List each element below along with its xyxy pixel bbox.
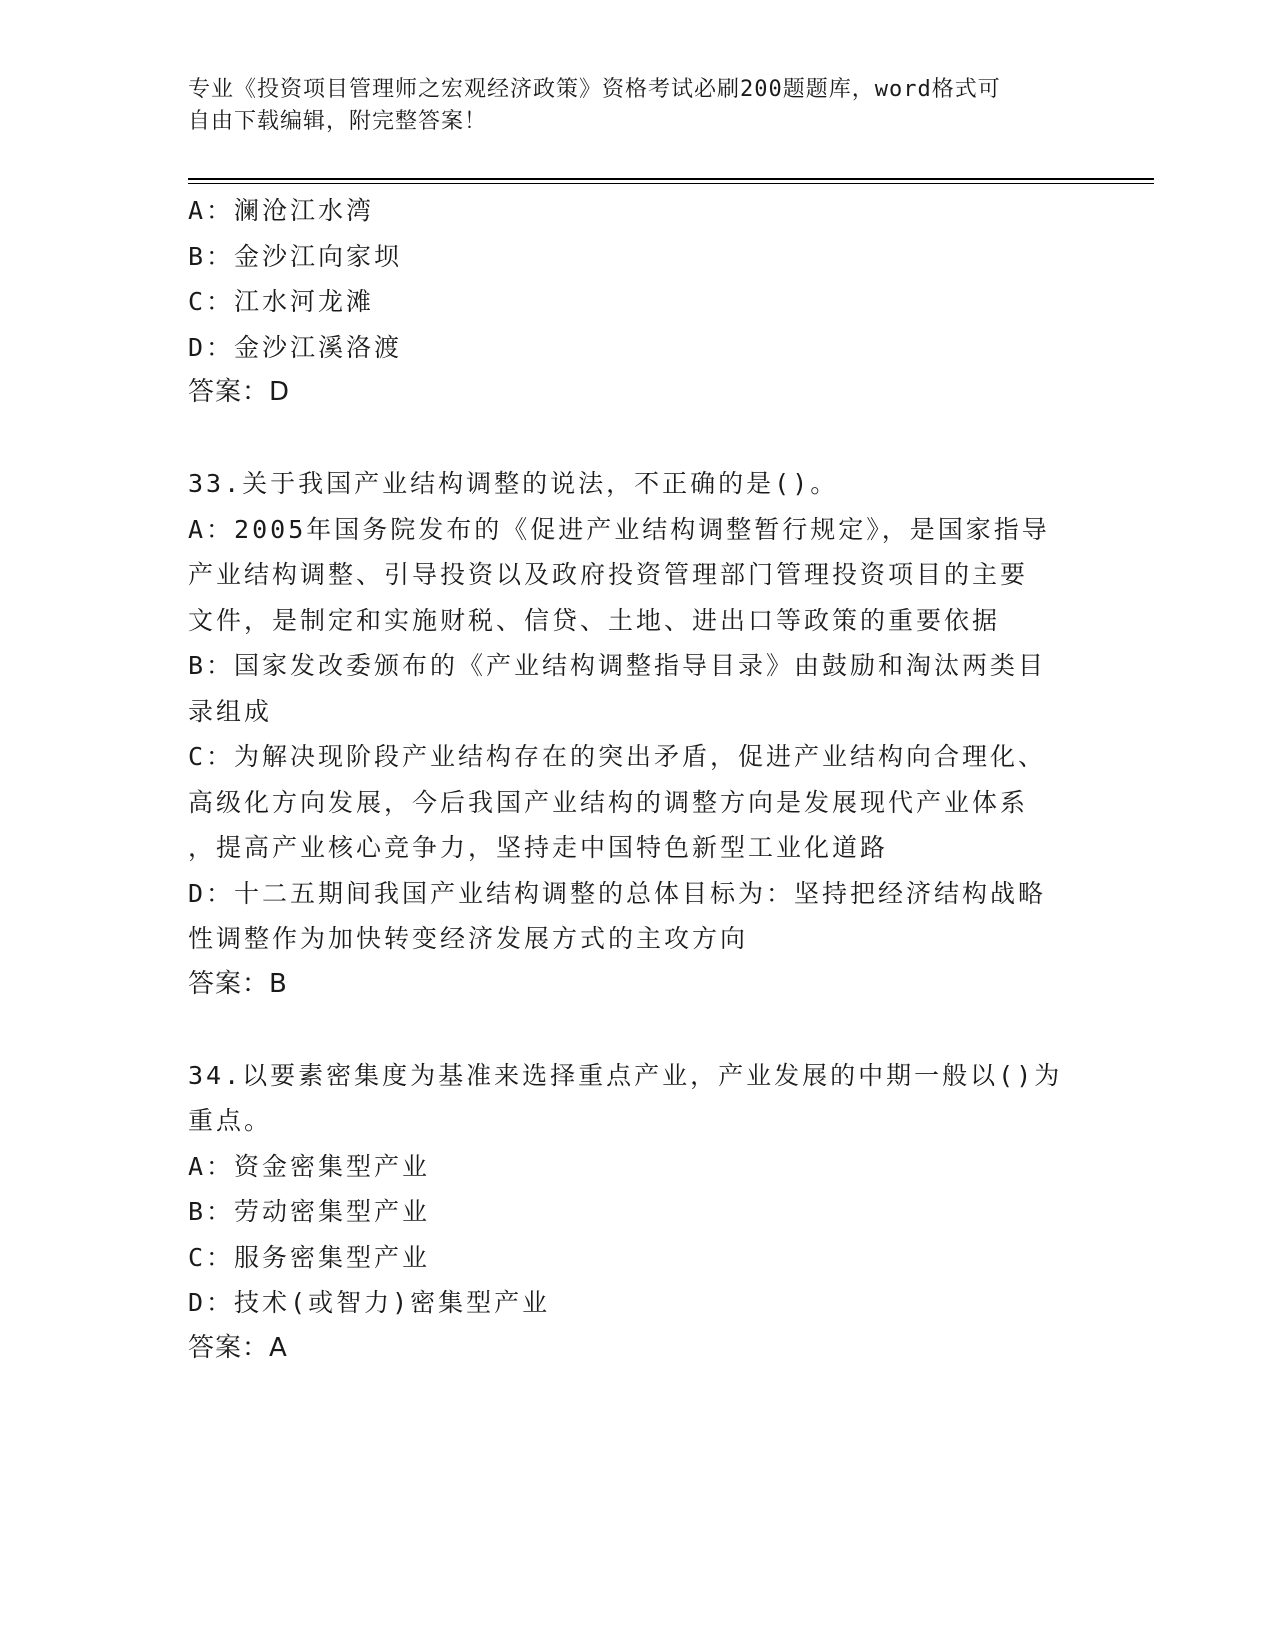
answer-label: 答案：A [188, 1332, 288, 1363]
answer-label: 答案：B [188, 968, 288, 999]
option-a: A：资金密集型产业 [188, 1151, 431, 1181]
question-33 [188, 461, 1088, 1007]
option-d-line-2: 性调整作为加快转变经济发展方式的主攻方向 [188, 924, 749, 953]
option-b: B：金沙江向家坝 [188, 241, 403, 271]
question-text-line-2: 重点。 [188, 1106, 273, 1135]
question-text: 33.关于我国产业结构调整的说法，不正确的是()。 [188, 469, 839, 498]
option-d: D：金沙江溪洛渡 [188, 332, 403, 362]
option-c-line-1: C：为解决现阶段产业结构存在的突出矛盾，促进产业结构向合理化、 [188, 742, 1047, 771]
option-c-line-3: ，提高产业核心竞争力，坚持走中国特色新型工业化道路 [188, 833, 889, 862]
question-32-options [188, 188, 1088, 416]
header-line-2: 自由下载编辑，附完整答案！ [188, 109, 488, 134]
question-text-line-1: 34.以要素密集度为基准来选择重点产业，产业发展的中期一般以()为 [188, 1060, 1063, 1090]
option-b: B：劳动密集型产业 [188, 1197, 431, 1226]
option-b-line-2: 录组成 [188, 696, 273, 726]
spacer [188, 416, 1088, 462]
spacer [188, 1007, 1088, 1053]
option-a-line-3: 文件，是制定和实施财税、信贷、土地、进出口等政策的重要依据 [188, 605, 1001, 635]
question-content [188, 188, 1088, 1371]
header-line-1: 专业《投资项目管理师之宏观经济政策》资格考试必刷200题题库，word格式可 [188, 77, 1001, 102]
option-a-line-2: 产业结构调整、引导投资以及政府投资管理部门管理投资项目的主要 [188, 560, 1029, 589]
option-d-line-1: D：十二五期间我国产业结构调整的总体目标为：坚持把经济结构战略 [188, 878, 1047, 908]
option-d: D：技术(或智力)密集型产业 [188, 1288, 551, 1317]
option-a: A：澜沧江水湾 [188, 196, 375, 225]
option-a-line-1: A：2005年国务院发布的《促进产业结构调整暂行规定》，是国家指导 [188, 514, 1050, 544]
option-c: C：江水河龙滩 [188, 287, 375, 316]
header-divider-thick [188, 178, 1154, 180]
option-c-line-2: 高级化方向发展，今后我国产业结构的调整方向是发展现代产业体系 [188, 787, 1029, 817]
answer-label: 答案：D [188, 377, 291, 407]
option-b-line-1: B：国家发改委颁布的《产业结构调整指导目录》由鼓励和淘汰两类目 [188, 651, 1047, 680]
question-34 [188, 1053, 1088, 1372]
option-c: C：服务密集型产业 [188, 1242, 431, 1272]
document-header [188, 74, 1068, 138]
header-divider-thin [188, 183, 1154, 184]
